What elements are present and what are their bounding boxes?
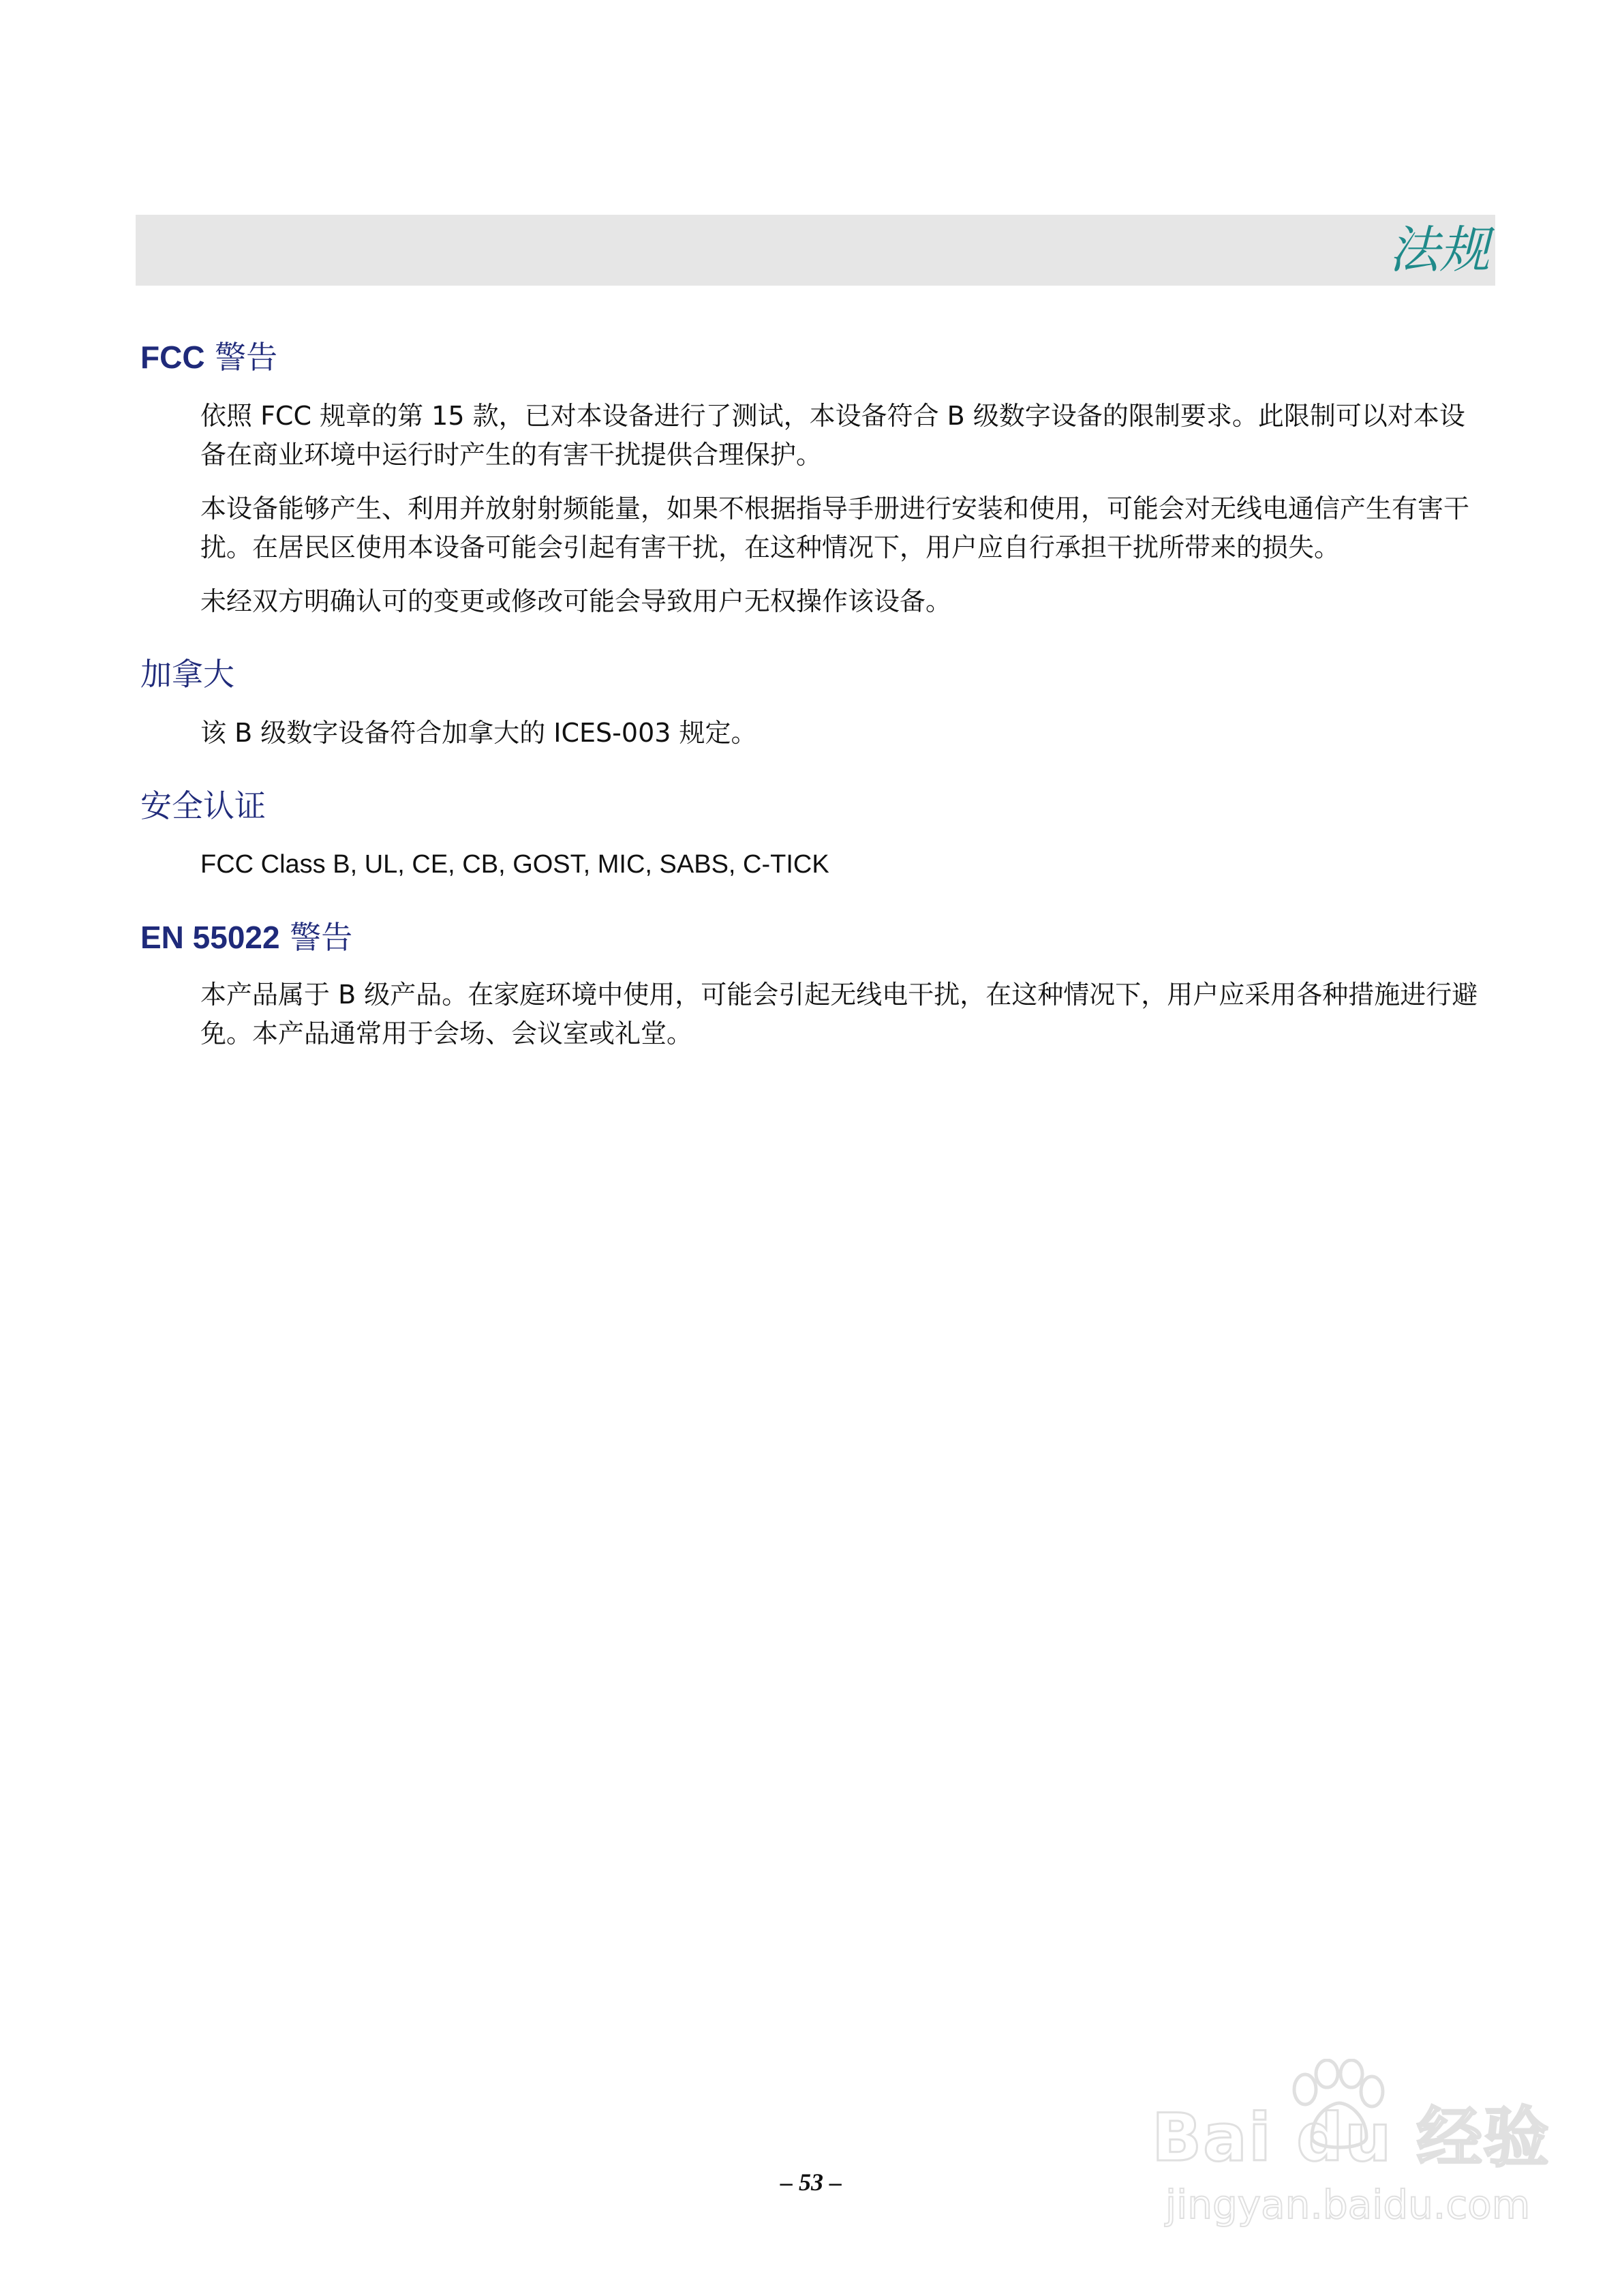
watermark	[1152, 2059, 1550, 2250]
chapter-title: 法规	[1389, 221, 1490, 280]
watermark-url: jingyan.baidu.com	[1165, 2181, 1531, 2228]
section-heading-canada	[140, 651, 1490, 697]
section-heading-fcc	[140, 334, 1490, 380]
paragraph: 依照 FCC 规章的第 15 款，已对本设备进行了测试，本设备符合 B 级数字设备的限制要求。此限制可以对本设备在商业环境中运行时产生的有害干扰提供合理保护。	[200, 401, 1465, 470]
section-heading-safety	[140, 783, 1490, 829]
heading-latin: EN 55022	[140, 920, 280, 955]
page-content	[140, 334, 1490, 1053]
section-heading-en55022	[140, 914, 1490, 961]
watermark-logo: Bai du 经验	[1152, 2100, 1550, 2176]
paragraph: 本设备能够产生、利用并放射射频能量，如果不根据指导手册进行安装和使用，可能会对无线电通信产生有害干扰。在居民区使用本设备可能会引起有害干扰，在这种情况下，用户应自行承担干扰所带来的损失。	[200, 494, 1470, 562]
heading-latin: FCC	[140, 339, 205, 375]
page-number: – 53 –	[780, 2169, 842, 2196]
chapter-title-bar	[136, 215, 1495, 286]
paragraph: 未经双方明确认可的变更或修改可能会导致用户无权操作该设备。	[200, 586, 952, 616]
heading-cjk: 警告	[279, 919, 353, 956]
paragraph: 该 B 级数字设备符合加拿大的 ICES-003 规定。	[200, 718, 757, 748]
paragraph: FCC Class B, UL, CE, CB, GOST, MIC, SABS, C-TICK	[200, 850, 829, 879]
heading-cjk: 安全认证	[140, 787, 266, 824]
heading-cjk: 加拿大	[140, 656, 234, 693]
heading-cjk: 警告	[204, 339, 278, 376]
paragraph: 本产品属于 B 级产品。在家庭环境中使用，可能会引起无线电干扰，在这种情况下，用户应采用各种措施进行避免。本产品通常用于会场、会议室或礼堂。	[200, 980, 1478, 1048]
